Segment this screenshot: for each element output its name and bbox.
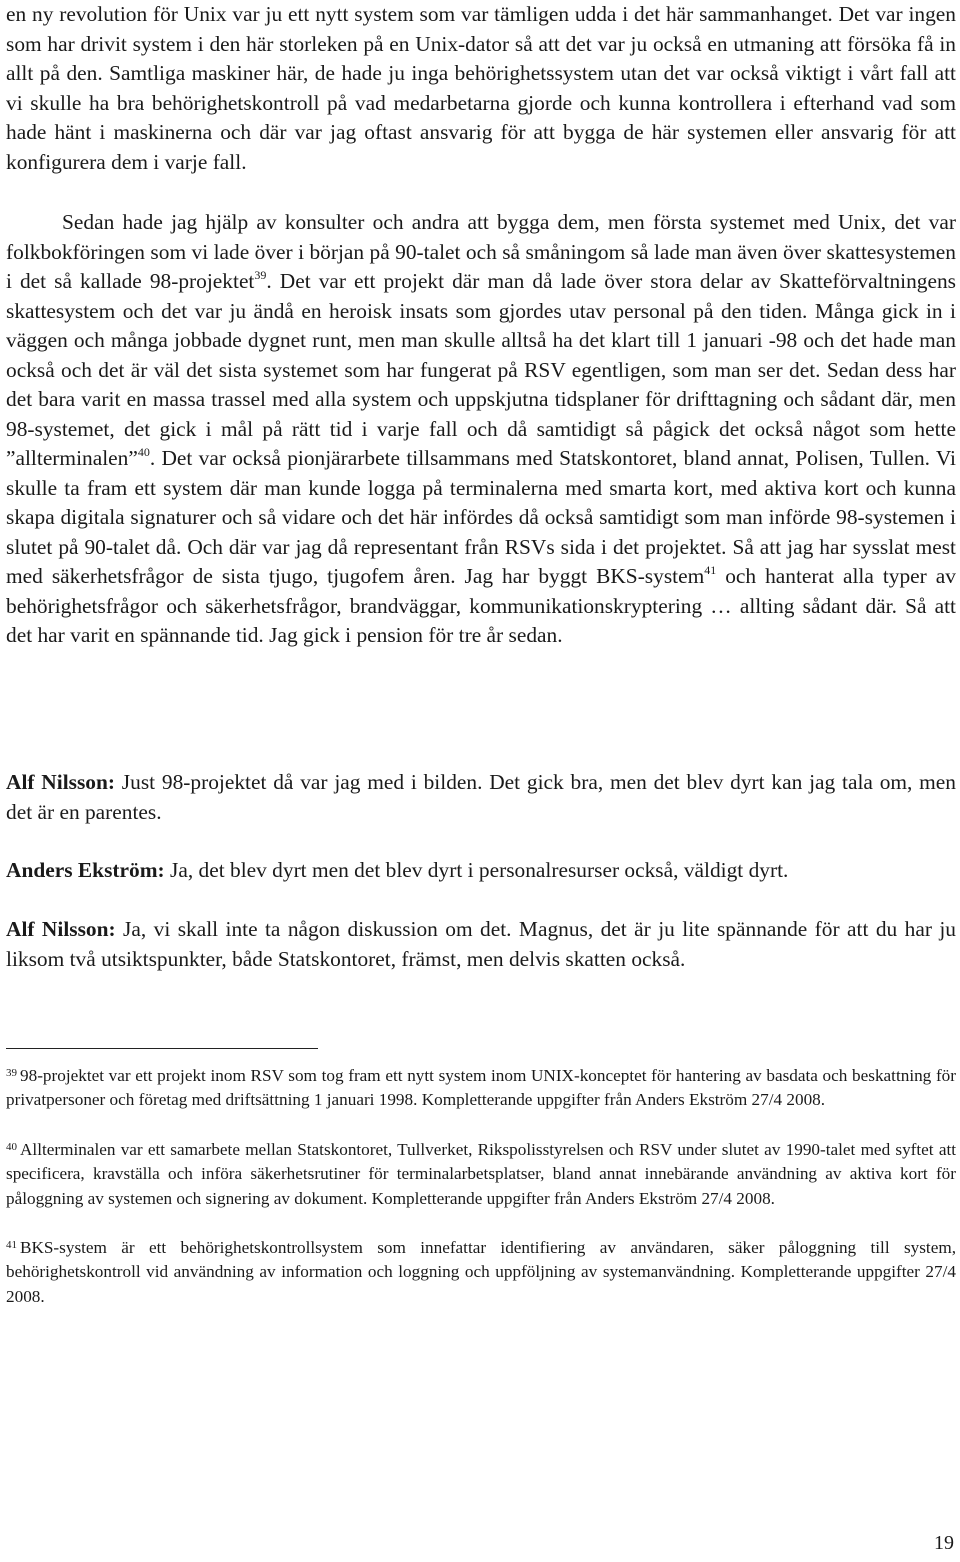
footnote-40 [6,1138,956,1211]
speaker-name: Alf Nilsson: [6,770,116,794]
paragraph-text: och hanterat alla typer av behörighetsfrågor och säkerhetsfrågor, brandväggar, kommunikationskryptering … allting sådant där. Så att det har varit en spännande tid. Jag gick i pension för tre år sedan. [6,564,956,647]
dialogue-alf-nilsson-1 [6,768,956,827]
paragraph-consultants [6,208,956,651]
footnote-39 [6,1064,956,1113]
paragraph-text: . Det var ett projekt där man då lade över stora delar av Skatteförvaltningens skattesystem och det var ju ändå en heroisk insats som gjordes utav personal på den tiden. Många gick in i väggen och många jobbade dygnet runt, men man skulle alltså ha det klart till 1 januari -98 och det hade man också och det är väl det sista systemet som har fungerat på RSV egentligen, som man ser det. Sedan dess har det bara varit en massa trassel med alla system och uppskjutna tidsplaner för drifttagning och sådant där, men 98-systemet, det gick i mål på rätt tid i varje fall och då samtidigt så pågick det också något som hette ”allterminalen” [6,269,956,470]
footnote-text: Allterminalen var ett samarbete mellan Statskontoret, Tullverket, Rikspolisstyrelsen och RSV under slutet av 1990-talet med syftet att specificera, kravställa och införa säkerhetsrutiner för terminalarbetsplatser, bland annat innebärande användning av aktiva kort för påloggning av systemen och signering av dokument. Kompletterande uppgifter från Anders Ekström 27/4 2008. [6,1140,956,1208]
speaker-name: Alf Nilsson: [6,917,116,941]
paragraph-text: . Det var också pionjärarbete tillsammans med Statskontoret, bland annat, Polisen, Tullen. Vi skulle ta fram ett system där man kunde logga på terminalerna med smarta kort, med aktiva kort och kunna skapa digitala signaturer och så vidare och det här infördes då också samtidigt som man införde 98-systemen i slutet på 90-talet då. Och där var jag då representant från RSVs sida i det projektet. Så att jag har sysslat mest med säkerhetsfrågor de sista tjugo, tjugofem åren. Jag har byggt BKS-system [6,446,956,588]
footnote-number: 40 [6,1141,17,1153]
footnote-text: 98-projektet var ett projekt inom RSV som tog fram ett nytt system inom UNIX-konceptet för hantering av basdata och beskattning för privatpersoner och företag med driftsättning 1 januari 1998. Kompletterande uppgifter från Anders Ekström 27/4 2008. [6,1066,956,1110]
footnote-41 [6,1236,956,1309]
dialogue-alf-nilsson-2 [6,915,956,974]
speaker-name: Anders Ekström: [6,858,165,882]
footnote-ref-41[interactable]: 41 [704,563,717,577]
dialogue-text: Just 98-projektet då var jag med i bilden. Det gick bra, men det blev dyrt kan jag tala om, men det är en parentes. [6,770,956,824]
footnote-ref-40[interactable]: 40 [137,445,150,459]
footnote-ref-39[interactable]: 39 [254,268,267,282]
footnote-text: BKS-system är ett behörighetskontrollsystem som innefattar identifiering av användaren, säker påloggning till system, behörighetskontroll vid användning av information och loggning och uppföljning av systemanvändning. Kompletterande uppgifter 27/4 2008. [6,1238,956,1306]
footnote-number: 41 [6,1239,17,1251]
dialogue-anders-ekstrom [6,856,956,886]
dialogue-text: Ja, vi skall inte ta någon diskussion om det. Magnus, det är ju lite spännande för att du har ju liksom två utsiktspunkter, både Statskontoret, främst, men delvis skatten också. [6,917,957,971]
paragraph-text: Sedan hade jag hjälp av konsulter och andra att bygga dem, men första systemet med Unix, det var folkbokföringen som vi lade över i början på 90-talet och så småningom så lade man även över skattesystemen i det så kallade 98-projektet [6,210,956,293]
footnote-divider [6,1048,318,1049]
paragraph-continuation: en ny revolution för Unix var ju ett nytt system som var tämligen udda i det här sammanhanget. Det var ingen som har drivit system i den här storleken på en Unix-dator så att det var ju också en utmaning att försöka få in allt på den. Samtliga maskiner här, de hade ju inga behörighetssystem utan det var också viktigt i vårt fall att vi skulle ha bra behörighetskontroll på vad medarbetarna gjorde och kunna kontrollera i efterhand vad som hade hänt i maskinerna och där var jag oftast ansvarig för att bygga de här systemen eller ansvarig för att konfigurera dem i varje fall. [6,2,956,174]
page-number: 19 [934,1532,954,1554]
dialogue-text: Ja, det blev dyrt men det blev dyrt i personalresurser också, väldigt dyrt. [164,858,789,882]
footnote-number: 39 [6,1067,17,1079]
